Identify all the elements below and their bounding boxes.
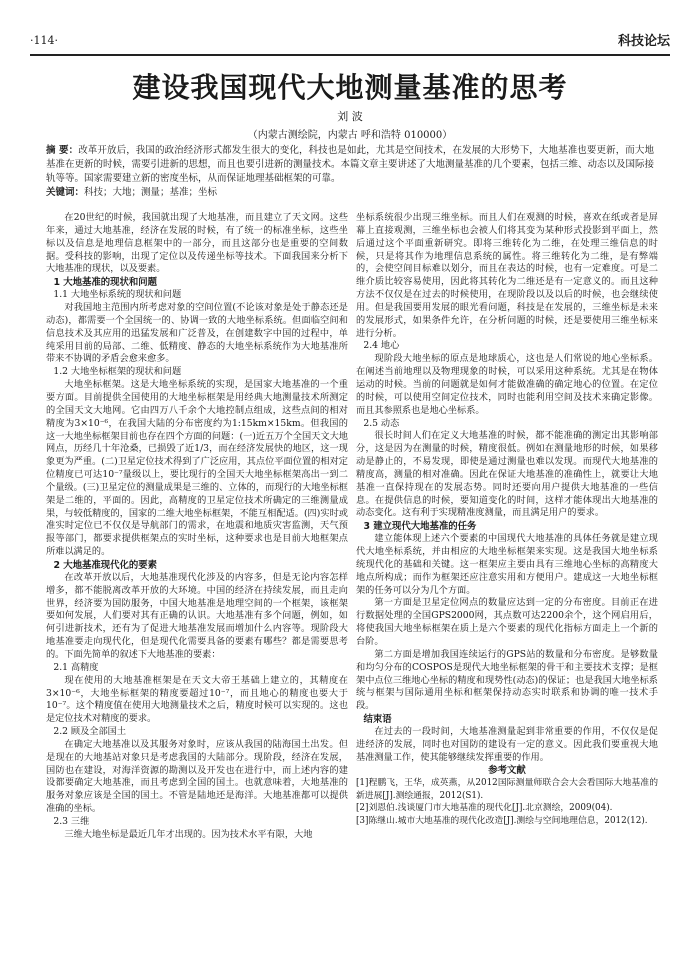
subsection-heading: 2.3 三维 <box>53 815 90 827</box>
subsection-heading: 2.5 动态 <box>363 417 400 429</box>
reference-item: [3]陈继山.城市大地基准的现代化改造[J].测绘与空间地理信息，2012(12). <box>356 815 648 826</box>
page-header <box>30 30 670 50</box>
page-number: ·114· <box>30 34 58 47</box>
reference-item: [1]程鹏飞，王华，成英燕，从2012国际测量师联合会大会看国际大地基准的新进展[J].测绘通报，2012(S1). <box>356 778 658 801</box>
keywords <box>46 186 654 200</box>
paragraph: 在改革开放以后，大地基准现代化涉及的内容多，但是无论内容怎样增多，都不能脱离改革开放的大环境。中国的经济在持续发展，而且走向世界，经济要为国防服务，中国大地基准是地理空间的一个框架，该框架要如何发展，人们要对其有正确的认识。大地基准有多个问题，例如，如何引进新技术，还有为了促进大地基准发展而增加什么内容等。现阶段大地基准要走向现代化，但是现代化需要具备的要素有哪些？都是需要思考的。下面先简单的叙述下大地基准的要素： <box>46 571 348 660</box>
section-name: 科技论坛 <box>617 34 670 49</box>
abstract-text: 改革开放后，我国的政治经济形式都发生很大的变化，科技也是如此，尤其是空间技术，在发展的大形势下，大地基准也要更新，而大地基准在更新的时候，需要引进新的思想，而且也要引进新的测量技术。本篇文章主要讲述了大地测量基准的几个要素，包括三维、动态以及国际接轨等等。国家需要建立新的密度坐标，从而保证地理基础框架的可靠。 <box>46 145 655 184</box>
paragraph: 建立能体现上述六个要素的中国现代大地基准的具体任务就是建立现代大地坐标系统，并由相应的大地坐标框架来实现。这是我国大地坐标系统现代化的基础和关键。这一框架应主要由具有三维地心坐标的高精度大地点所构成；而作为框架还应注意实用和方便用户。建成这一大地坐标框架的任务可以分为几个方面。 <box>356 533 658 596</box>
paragraph: 现阶段大地坐标的原点是地球质心，这也是人们常说的地心坐标系。在阐述当前地理以及物理现象的时候，可以采用这种系统。尤其是在物体运动的时候。当前的问题就是如何才能做准确的确定地心的位置。在定位的时候，可以使用空间定位技术，同时也能利用空间及技术来确定影像。而且其参照系也是地心坐标系。 <box>356 353 658 416</box>
section-heading: 1 大地基准的现状和问题 <box>53 277 158 289</box>
paragraph: 第二方面是增加我国连续运行的GPS站的数量和分布密度。是够数量和均匀分布的COSPOS是现代大地坐标框架的骨干和主要技术支撑；是框架中点位三维地心坐标的精度和现势性(动态)的保证；也是我国大地坐标系统与框架与国际通用坐标和框架保持动态实时联系和协调的唯一技术手段。 <box>356 648 658 712</box>
paragraph: 坐标系统很少出现三维坐标。而且人们在观测的时候，喜欢在纸或者是屏幕上直接观测，三维坐标也会被人们将其变为某种形式投影到平面上，然后通过这个平面重新研究。即将三维转化为二维，在处理三维信息的时候，只是将其作为地理信息系统的属性。将三维转化为二维，是有弊端的，会使空间目标难以划分，而且在表达的时候，也有一定难度。可是二维介质比较容易使用，因此将其转化为二维还是有一定意义的。而且这种方法不仅仅是在过去的时候使用，在现阶段以及以后的时候，也会继续使用。但是我国要用发展的眼光看问题，科技是在发展的，三维坐标是未来的发展形式，如果条件允许，在分析问题的时候，还是要使用三维坐标来进行分析。 <box>356 212 658 339</box>
paragraph: 现在使用的大地基准框架是在天文大帝王基础上建立的，其精度在3×10⁻⁶，大地坐标框架的精度要超过10⁻⁷，而且地心的精度也要大于10⁻⁷。这个精度值在使用大地测量技术之后，精度时候可以实现的。这也是定位技术对精度的要求。 <box>46 674 348 725</box>
keywords-text: 科技；大地；测量；基准；坐标 <box>84 187 218 198</box>
right-column <box>356 212 658 952</box>
abstract <box>46 144 654 186</box>
subsection-heading: 1.2 大地坐标框架的现状和问题 <box>53 366 182 378</box>
keywords-label: 关键词： <box>46 187 85 198</box>
conclusion-heading: 结束语 <box>363 714 392 726</box>
left-column <box>46 212 348 952</box>
paragraph: 大地坐标框架。这是大地坐标系统的实现，是国家大地基准的一个重要方面。目前提供全国使用的大地坐标框架是用经典大地测量技术所测定的全国天文大地网。它由四万八千余个大地控制点组成，这些点间的相对精度为3×10⁻⁶，在我国大陆的分布密度约为1:15km×15km。但我国的这一大地坐标框架目前也存在四个方面的问题：(一)近五万个全国天文大地网点，历经几十年沧桑，已损毁了近1/3，而在经济发展快的地区，这一现象更为严重。(二)卫星定位技术得到了广泛应用，其点位平面位置的相对定位精度已可达10⁻⁷量级以上，要比现行的全国天大地坐标框架高出一到二个量级。(三)卫星定位的测量成果是三维的、立体的，而现行的大地坐标框架是二维的，平面的。因此，高精度的卫星定位技术所确定的三维测量成果，与较低精度的，国家的二维大地坐标框架，不能互相配适。(四)实时或准实时定位已不仅仅是导航部门的需求，在地震和地质灾害监测，天气预报等部门，都要求提供框架点的实时坐标，这种要求也是目前大地框架点所难以满足的。 <box>46 379 348 558</box>
reference-item: [2]刘恩伯.浅谈厦门市大地基准的现代化[J].北京测绘，2009(04). <box>356 803 613 814</box>
article-title: 建设我国现代大地测量基准的思考 <box>132 71 568 104</box>
affiliation: （内蒙古测绘院，内蒙古 呼和浩特 010000） <box>247 130 453 141</box>
header-rule <box>30 54 670 56</box>
paragraph: 对我国地主范围内所考虑对象的空间位置(不论该对象是处于静态还是动态)，都需要一个全国统一的、协调一致的大地坐标系统。但面临空间和信息技术及其应用的迅猛发展和广泛普及，在创建数字中国的过程中，单纯采用目前的局部、二维、低精度、静态的大地坐标系统作为大地基准所带来不协调的矛盾会愈来愈多。 <box>46 302 348 365</box>
paragraph: 第一方面是卫星定位网点的数量应达到一定的分布密度。目前正在进行数据处理的全国GPS2000网，其点数可达2200余个，这个网启用后，将使我国大地坐标框架在质上是六个要素的现代化指标方面走上一个新的台阶。 <box>356 597 658 647</box>
paragraph: 在确定大地基准以及其服务对象时，应该从我国的陆海国土出发。但是现在的大地基站对象只是考虑我国的大陆部分。现阶段，经济在发展，国防也在建设，对海洋资源的勘测以及开发也在进行中，而上述内容的建设都要确定大地基准，而且考虑到全国的国土。也就意味着，大地基准的服务对象应该是全国的国土。不管是陆地还是海洋。大地基准都可以提供准确的坐标。 <box>46 738 348 815</box>
paragraph: 在20世纪的时候，我国就出现了大地基准，而且建立了天文网。这些年来，通过大地基准，经济在发展的时候，有了统一的标准坐标，这些坐标以及信息是地理信息框架中的一部分，而且这部分也是重要的空间数据。受科技的影响，出现了定位以及传递坐标等技术。下面我国来分析下大地基准的现状，以及要素。 <box>46 212 348 275</box>
paragraph: 很长时间人们在定义大地基准的时候，都不能准确的测定出其影响部分，这是因为在测量的时候，精度很低。例如在测量地形的时候，如果移动是静止的，不易发现，即使是通过测量也难以发现。而现代大地基准的精度高，测量的相对准确。因此在保证大地基准的准确性上，就要让大地基准一直保持现在的发展态势。同时还要向用户提供大地基准的一些信息。在提供信息的时候，要知道变化的时间，这样才能体现出大地基准的动态变化。这有利于实现精准度测量，而且满足用户的要求。 <box>356 430 658 519</box>
subsection-heading: 2.2 顾及全部国土 <box>53 726 127 738</box>
section-heading: 3 建立现代大地基准的任务 <box>363 521 477 533</box>
paragraph: 三维大地坐标是最近几年才出现的。因为技术水平有限，大地 <box>64 828 313 840</box>
paragraph: 在过去的一段时间，大地基准测量起到非常重要的作用，不仅仅是促进经济的发展，同时也对国防的建设有一定的意义。因此我们要重视大地基准测量工作，使其能够继续发挥重要的作用。 <box>356 726 658 763</box>
subsection-heading: 2.1 高精度 <box>53 661 99 673</box>
section-heading: 2 大地基准现代化的要素 <box>53 559 158 571</box>
subsection-heading: 2.4 地心 <box>363 340 400 352</box>
subsection-heading: 1.1 大地坐标系统的现状和问题 <box>53 289 182 301</box>
references-heading: 参考文献 <box>488 764 526 776</box>
abstract-label: 摘 要： <box>46 145 79 156</box>
author: 刘 波 <box>337 110 363 123</box>
